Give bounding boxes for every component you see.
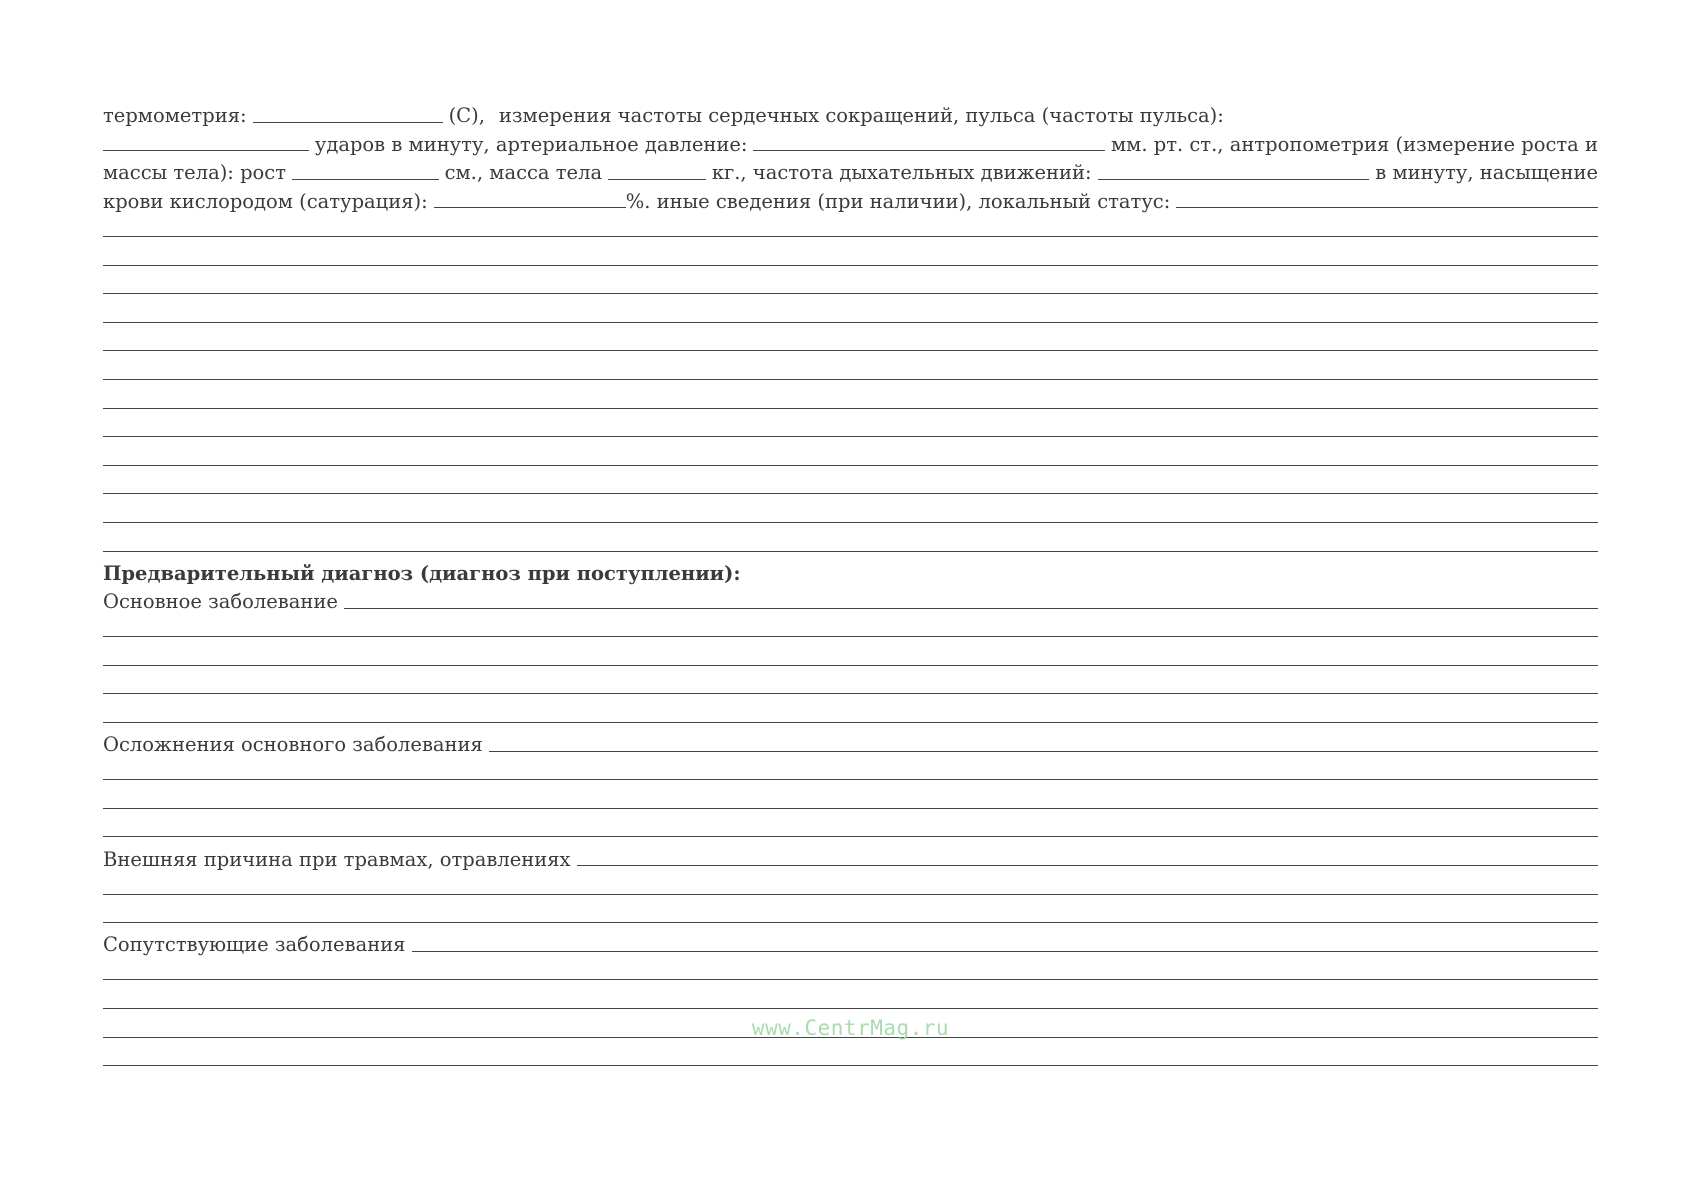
breath-rate-field[interactable] [1098, 179, 1370, 180]
pulse-pressure-row [103, 128, 1598, 157]
main-disease-label: Основное заболевание [103, 590, 338, 614]
complications-field[interactable] [489, 751, 1598, 752]
pulse-field[interactable] [103, 150, 309, 151]
local-status-line[interactable] [103, 499, 1598, 528]
external-cause-line[interactable] [103, 900, 1598, 929]
main-disease-line[interactable] [103, 614, 1598, 643]
complications-line[interactable] [103, 757, 1598, 786]
local-status-line[interactable] [103, 328, 1598, 357]
height-field[interactable] [292, 179, 439, 180]
saturation-field[interactable] [434, 207, 626, 208]
external-cause-row [103, 842, 1598, 871]
main-disease-line[interactable] [103, 642, 1598, 671]
local-status-line[interactable] [103, 528, 1598, 557]
external-cause-line[interactable] [103, 871, 1598, 900]
concomitant-field[interactable] [412, 951, 1599, 952]
external-cause-field[interactable] [577, 865, 1598, 866]
weight-unit: кг., частота дыхательных движений: [711, 161, 1092, 185]
main-disease-line[interactable] [103, 699, 1598, 728]
thermometry-field[interactable] [253, 122, 443, 123]
thermometry-unit: (С), [448, 104, 485, 128]
diagnosis-heading: Предварительный диагноз (диагноз при поступлении): [103, 561, 741, 585]
local-status-field[interactable] [1176, 207, 1598, 208]
local-status-line[interactable] [103, 442, 1598, 471]
complications-line[interactable] [103, 785, 1598, 814]
local-status-line[interactable] [103, 213, 1598, 242]
external-cause-label: Внешняя причина при травмах, отравлениях [103, 847, 571, 871]
height-unit: см., масса тела [444, 161, 603, 185]
concomitant-label: Сопутствующие заболевания [103, 933, 406, 957]
complications-row [103, 728, 1598, 757]
concomitant-row [103, 928, 1598, 957]
local-status-line[interactable] [103, 471, 1598, 500]
local-status-line[interactable] [103, 356, 1598, 385]
local-status-line[interactable] [103, 414, 1598, 443]
height-label: массы тела): рост [103, 161, 287, 185]
concomitant-line[interactable] [103, 957, 1598, 986]
complications-line[interactable] [103, 814, 1598, 843]
local-status-line[interactable] [103, 385, 1598, 414]
concomitant-line[interactable] [103, 1043, 1598, 1072]
form-content [103, 99, 1598, 1071]
pulse-label: измерения частоты сердечных сокращений, пульса (частоты пульса): [498, 104, 1224, 128]
thermometry-row [103, 99, 1598, 128]
pressure-unit: мм. рт. ст., антропометрия (измерение роста и [1110, 132, 1598, 156]
concomitant-line[interactable] [103, 985, 1598, 1014]
diagnosis-heading-row [103, 557, 1598, 586]
thermometry-label: термометрия: [103, 104, 247, 128]
saturation-unit: %. иные сведения (при наличии), локальный статус: [625, 189, 1171, 213]
local-status-line[interactable] [103, 242, 1598, 271]
blood-pressure-field[interactable] [753, 150, 1105, 151]
main-disease-field[interactable] [344, 608, 1598, 609]
local-status-line[interactable] [103, 299, 1598, 328]
watermark: www.CentrMag.ru [751, 1016, 950, 1040]
saturation-row [103, 185, 1598, 214]
anthropometry-row [103, 156, 1598, 185]
complications-label: Осложнения основного заболевания [103, 733, 483, 757]
breath-unit: в минуту, насыщение [1375, 161, 1599, 185]
local-status-line[interactable] [103, 271, 1598, 300]
pulse-unit: ударов в минуту, артериальное давление: [314, 132, 748, 156]
saturation-label: крови кислородом (сатурация): [103, 189, 428, 213]
main-disease-line[interactable] [103, 671, 1598, 700]
weight-field[interactable] [608, 179, 706, 180]
main-disease-row [103, 585, 1598, 614]
